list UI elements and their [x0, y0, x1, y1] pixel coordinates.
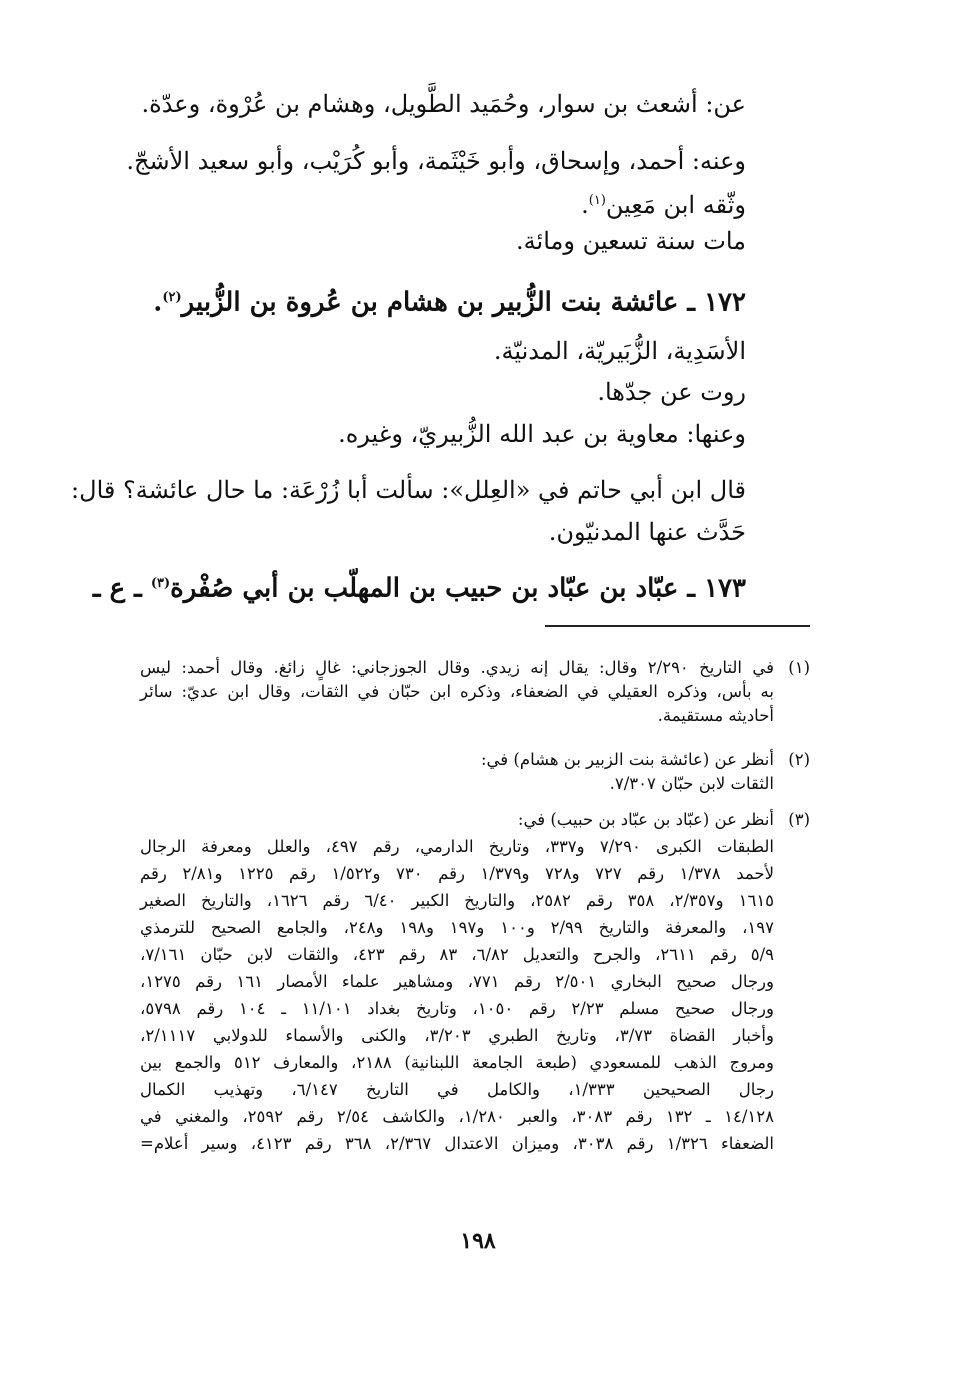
footnote-number: (٣): [788, 810, 810, 829]
footnote-line: ورجال صحيح البخاري ٢/٥٠١ رقم ٧٧١، ومشاهير علماء الأمصار ١٦١ رقم ١٢٧٥،: [140, 972, 774, 991]
footnote-marker: (٢): [162, 290, 182, 305]
footnote-line: ومروج الذهب للمسعودي (طبعة الجامعة اللبنانية) ٢١٨٨، والمعارف ٥١٢ والجمع بين: [140, 1053, 774, 1072]
entry-heading: ١٧٣ ـ عبّاد بن عبّاد بن حبيب بن المهلّب بن أبي صُفْرة$^{(٣)}$ ـ ع ـ: [92, 573, 746, 604]
text-line: مات سنة تسعين ومائة.: [516, 227, 746, 255]
footnote-line: أحاديثه مستقيمة.: [657, 706, 774, 725]
footnote-line: لأحمد ١/٣٧٨ رقم ٧٢٧ و٧٢٨ و١/٣٧٩ رقم ٧٣٠ و١/٥٢٢ رقم ١٢٢٥ و٢/٨١ رقم: [140, 864, 775, 883]
footnote-line: ٥/٩ رقم ٢٦١١، والجرح والتعديل ٦/٨٢، ٨٣ رقم ٤٢٣، والثقات لابن حبّان ٧/١٦١،: [140, 945, 774, 964]
footnote-line: ١٦١٥ و٢/٣٥٧، ٣٥٨ رقم ٢٥٨٢، والتاريخ الكبير ٦/٤٠ رقم ١٦٢٦، والتاريخ الصغير: [140, 891, 775, 910]
text-line: وثّقه ابن مَعِين$^{(١)}$.: [581, 191, 746, 219]
text-line: وعنها: معاوية بن عبد الله الزُّبيريّ، وغيره.: [338, 420, 746, 448]
footnote-line: ١٤/١٢٨ ـ ١٣٢ رقم ٣٠٨٣، والعبر ١/٢٨٠، والكاشف ٢/٥٤ رقم ٢٥٩٢، والمغني في: [140, 1107, 775, 1126]
page-number: ١٩٨: [460, 1228, 496, 1254]
text-line: حَدَّث عنها المدنيّون.: [548, 518, 746, 546]
entry-heading: ١٧٢ ـ عائشة بنت الزُّبير بن هشام بن عُروة بن الزُّبير$^{(٢)}$.: [153, 287, 746, 318]
footnote-line: أنظر عن (عبّاد بن عبّاد بن حبيب) في:: [517, 810, 774, 829]
footnote-line: ١٩٧، والمعرفة والتاريخ ٢/٩٩ و١٠٠ و١٩٧ و١٩٨ و٢٤٨، والجامع الصحيح للترمذي: [140, 918, 774, 937]
footnote-marker: (١): [588, 193, 606, 208]
footnote-line: وأخبار القضاة ٣/٧٣، وتاريخ الطبري ٣/٢٠٣، والكنى والأسماء للدولابي ٢/١١١٧،: [140, 1026, 774, 1045]
footnote-marker: (٣): [150, 576, 171, 591]
text-line: روت عن جدّها.: [597, 378, 746, 406]
text-line: قال ابن أبي حاتم في «العِلل»: سألت أبا زُرْعَة: ما حال عائشة؟ قال:: [71, 476, 746, 504]
footnote-line: الطبقات الكبرى ٧/٢٩٠ و٣٣٧، وتاريخ الدارمي، رقم ٤٩٧، والعلل ومعرفة الرجال: [140, 837, 775, 856]
footnote-line: به بأس، وذكره العقيلي في الضعفاء، وذكره ابن حبّان في الثقات، وقال ابن عديّ: سائر: [140, 682, 774, 701]
footnote-1: [140, 656, 810, 728]
text-line: وعنه: أحمد، وإسحاق، وأبو خَيْثَمة، وأبو كُرَيْب، وأبو سعيد الأشجّ.: [126, 147, 746, 175]
footnote-line: أنظر عن (عائشة بنت الزبير بن هشام) في:: [480, 750, 774, 769]
text-line: الأسَدِية، الزُّبَيريّة، المدنيّة.: [493, 337, 746, 365]
footnote-line: الضعفاء ١/٣٢٦ رقم ٣٠٣٨، وميزان الاعتدال ٢/٣٦٧، ٣٦٨ رقم ٤١٢٣، وسير أعلام=: [140, 1134, 774, 1153]
text-line: عن: أشعث بن سوار، وحُمَيد الطَّويل، وهشام بن عُرْوة، وعدّة.: [141, 90, 746, 118]
footnote-line: الثقات لابن حبّان ٧/٣٠٧.: [609, 774, 774, 793]
footnote-number: (٢): [788, 750, 810, 769]
footnote-line: في التاريخ ٢/٢٩٠ وقال: يقال إنه زيدي. وقال الجوزجاني: غالٍ زائغ. وقال أحمد: ليس: [140, 658, 774, 677]
footnote-2: [140, 748, 810, 796]
footnote-3: [140, 808, 810, 1158]
footnote-line: ورجال صحيح مسلم ٢/٢٣ رقم ١٠٥٠، وتاريخ بغداد ١١/١٠١ ـ ١٠٤ رقم ٥٧٩٨،: [140, 999, 774, 1018]
footnote-separator: [545, 625, 810, 627]
footnote-number: (١): [788, 658, 810, 677]
footnote-line: رجال الصحيحين ١/٣٣٣، والكامل في التاريخ ٦/١٤٧، وتهذيب الكمال: [140, 1080, 774, 1099]
